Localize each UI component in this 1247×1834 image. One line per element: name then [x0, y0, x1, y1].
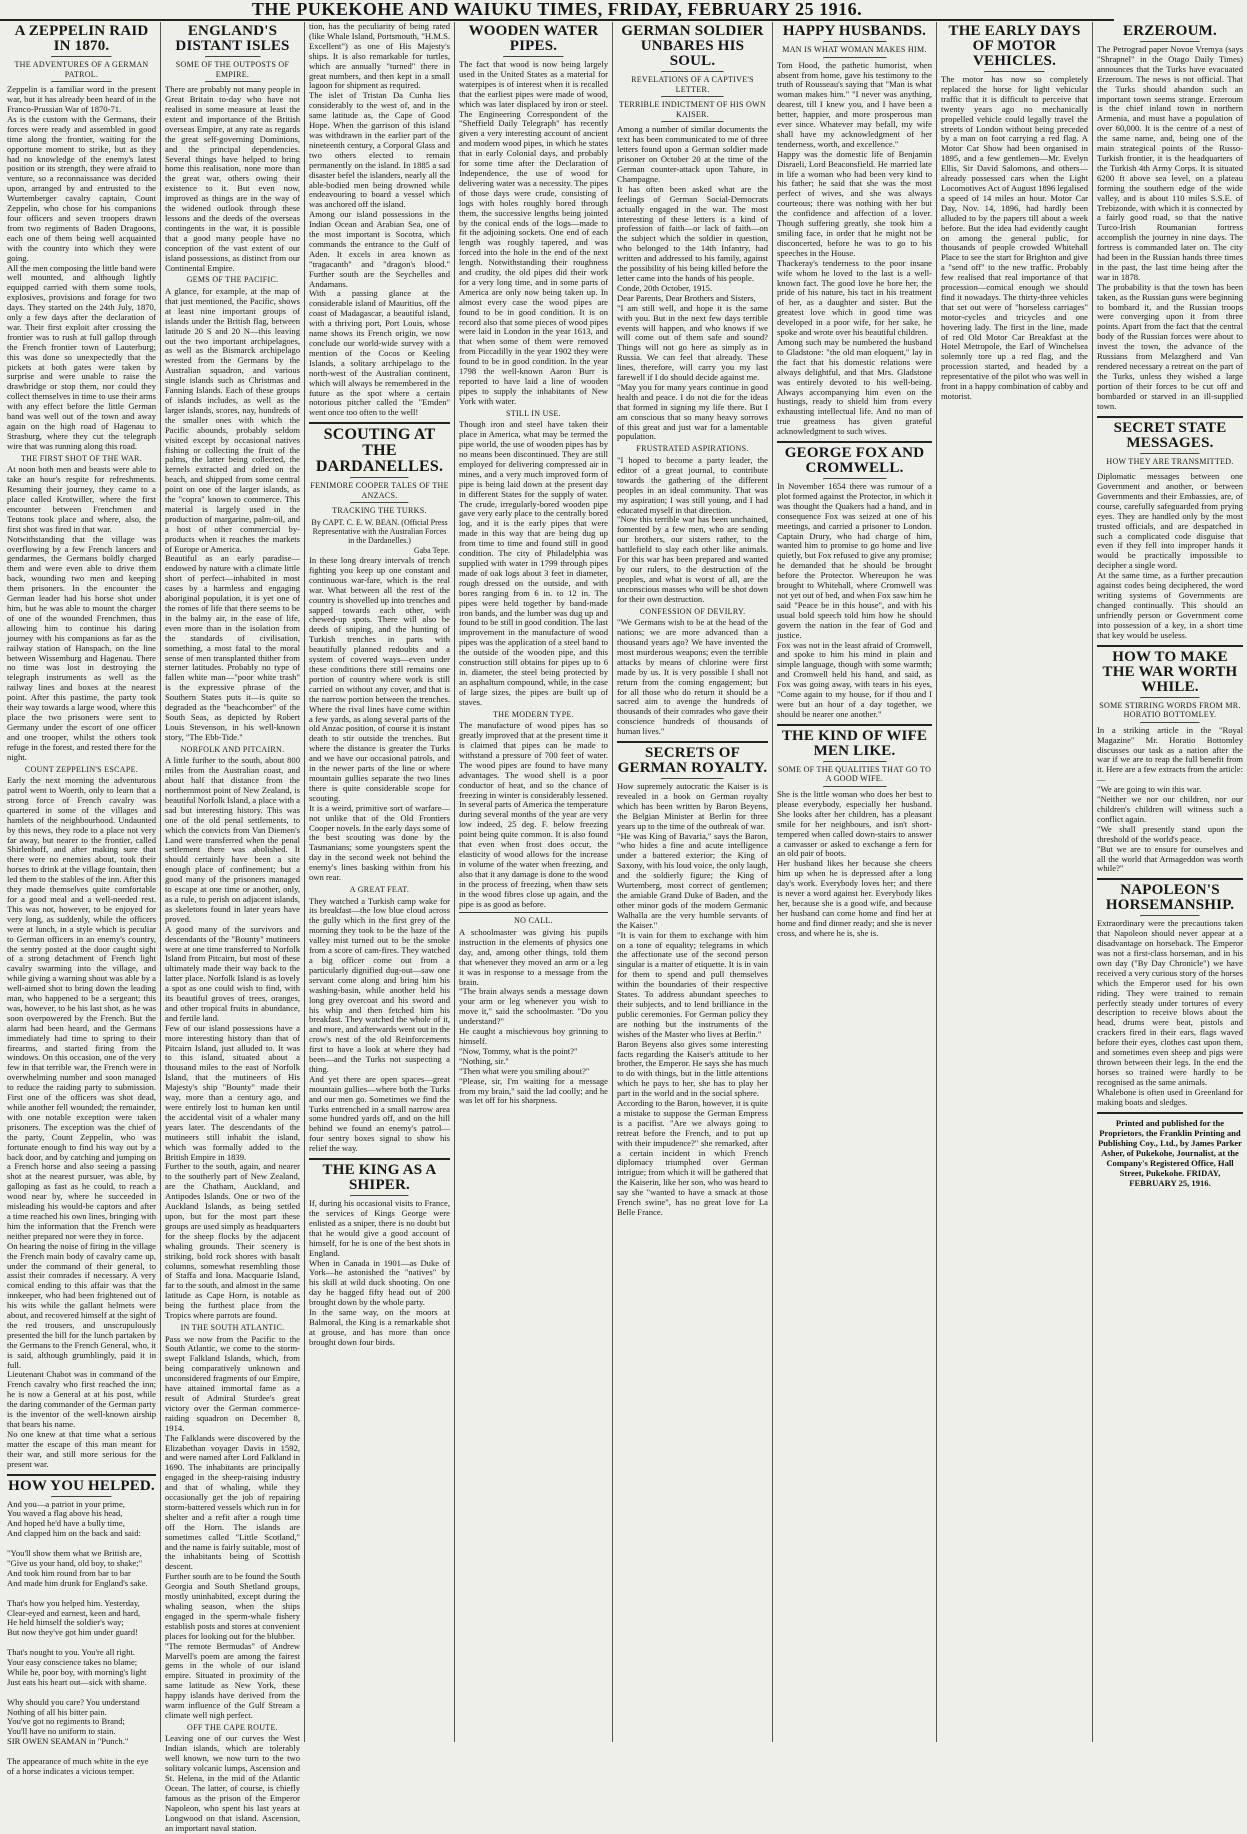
- tracking-heading: TRACKING THE TURKS.: [332, 506, 427, 516]
- column-7: [937, 22, 1093, 1742]
- atlantic-body: Pass we now from the Pacific to the South Atlantic, we come to the storm-swept Falkland Islands, which, from being comparatively unknown and unconsidered fragments of our Empire, have attained immortal fame as a result of Admiral Sturdee's great victory over the German commerce-raiding squadron on December 8, 1914. The Falklands were discovered by the Elizabethan voyager Davis in 1592, and were named after Lord Falkland in 1690. The inhabitants are principally engaged in the sheep-raising industry and that of whaling, while they occasionally get the job of repairing storm-battered vessels which run in for shelter and a refit after a rough time off the Horn. The islands are sometimes called "Little Scotland," and the name is fairly suitable, most of the inhabitants being of Scottish descent. Further south are to be found the South Georgia and South Shetland groups, mostly uninhabited, except during the whaling season, when the ships engaged in the sperm-whale fishery establish posts and stores at convenient places for looking out for the blubber. "The remote Bermudas" of Andrew Marvell's poem are among the fairest gems in the whole of our island empire. Situated in proximity of the same latitude as New York, these happy islands have derived from the warm influence of the Gulf Stream a climate well nigh perfect.: [165, 1333, 300, 1720]
- great-feat-heading: A GREAT FEAT.: [349, 884, 410, 894]
- norfolk-heading: NORFOLK AND PITCAIRN.: [180, 744, 285, 754]
- happy-husbands-body: Tom Hood, the pathetic humorist, when absent from home, gave his testimony to the truth of Rousseau's saying that "Man is what woman makes him." "I never was anything, dearest, till I knew you, and I have been a better, happier, and more prosperous man ever since. Whatever may befall, my wife shall have my acknowledgment of her tenderness, worth, and excellence." Happy was the domestic life of Benjamin Disraeli, Lord Beaconsfield. He married late in life a woman who had been very kind to his father; he said that she was the most perfect of wives, and she was always courteous; there was nothing with her but the confidence and affection of a lover. Though suffering greatly, she took him a smiling face, in order that he might not be disconcerted, before he was to go to his speeches in the House. Thackeray's tenderness to the poor insane wife whom he loved to the last is a well-known fact. The good love he bore her, the pride of his nature, his tact in his treatment of her, as a daughter and sister. But the greatest love which in good time was developed in a poor wife, for her sake, he spoke and wrote over his beautiful children. Among such may be numbered the husband to Gladstone: "the old man eloquent," lay in the fact that his domestic relations were always delightful, and that Mrs. Gladstone was entirely devoted to his well-being. Always accompanying him even on the hustings, ready to shield him from every exhausting intellectual life. And no man of true greatness has given grateful acknowledgment to such wives.: [777, 59, 932, 437]
- king-sniper-headline: THE KING AS A SHIPER.: [322, 1162, 437, 1194]
- column-6: [773, 22, 937, 1742]
- zeppelin-headline: A ZEPPELIN RAID IN 1870.: [14, 23, 149, 54]
- column-5: [613, 22, 773, 1742]
- frustrated-heading: FRUSTRATED ASPIRATIONS.: [636, 444, 749, 454]
- wife-body: She is the little woman who does her best to please everybody, especially her husband. She looks after her children, has a pleasant smile for her neighbours, and isn't short-tempered when called down-stairs to answer a canvasser or asked to exchange a fern for an old pair of boots. Her husband likes her because she cheers him up when he is depressed after a long day's work. Everybody loves her; and there is never a word against her. Everybody likes her, because she is a good wife, and because her husband can come home and find her at home and find dinner ready; and she is never cross, and where he is, she is.: [777, 788, 932, 938]
- column-1: [3, 22, 161, 1776]
- wife-headline: THE KIND OF WIFE MEN LIKE.: [781, 727, 928, 759]
- escape-body: Early the next morning the adventurous patrol went to Woerth, only to learn that a strong force of French cavalry was quartered in some of the villages and hamlets of the neighbourhood. Undaunted by this news, they rode to a place not very far away, but nearer to the frontier, called Shirlenhoff, and after making sure that there were no enemies about, took their horses to drink at the village fountain, then led them to the stables of the inn. After this they made themselves quite comfortable for a good meal and a well-needed rest. This was not, however, to be enjoyed for very long, as suddenly, while the officers were at lunch, in a style which is peculiar to German officers in an enemy's country, the sentry posted at the door caught sight of a strong detachment of French light cavalry swarming into the village, and while giving a warning shout was able by a well-aimed shot to bring down the leading man, who happened to be a sergeant; this was, however, to be his last shot, as he was soon overpowered by the French. But the alarm had been heard, and the Germans immediately had time to spring to their firearms, and started firing from the windows. On this occasion, one of the very few in that terrible war, the French were in overwhelming number and soon managed to reduce the raiding party to submission. First one of the officers was shot dead, while another fell wounded; the remainder, with one notable exception were taken prisoners. The exception was the chief of the party, Count Zeppelin, who was fortunate enough to find his way out by a back door, and by catching and jumping on a French horse and also seeing a passing shot at the nearest pursuer, was able, by galloping as fast as he could, to reach a wood near by, where he succeeded in misleading his would-be captors and after a time reached his own lines, bringing with him the information that the French were neither prepared nor were they in force. On hearing the noise of firing in the village the French main body of cavalry came up, under the command of their general, to assist their comrades if necessary. A very comical ending to this affair was that the innkeeper, who had been frightened out of his wits while the gallant helmets were about, and recovered himself at the sight of the red trousers, and unscrupulously presented the bill for the lunch partaken by the Germans to the French General, who, it is said, although grumblingly, paid it in full. Lieutenant Chabot was in command of the French cavalry who first reached the inn; he is now a General at at his post, while the daring commander of the German party is the inventor of the well-known airship that bears his name. No one knew at that time what a serious matter the escape of this man meant for their war, and still more serious for the present war.: [7, 775, 156, 1469]
- first-shot-body: At noon both men and beasts were able to take an hour's respite for refreshments. Resuming their journey, they came to a place called Krotwiller, where the first encounter between Frenchmen and Teutons took place and where, also, the first shot was fired in that war. Notwithstanding that the village was overflowing by a few French lancers and gendarmes, the Germans boldly charged them and were even able to drive them back, wounding two men and keeping them prisoners. In the encounter the German leader had his horse shot under him, but he was able to mount the charger of one of the wounded Frenchmen, thus allowing him to continue his daring journey with his companions as far as the railway station of Hanspach, on the line between Wissemburg and Hagenau. There no time was lost in destroying the telegraph instruments as well as the railway lines and boxes at the nearest point. After this pastime, the party took their way towards a large wood, where this place the two prisoners were sent to Germany under the escort of one officer and one trooper, whilst the others took refuge in the forest, and rested there for the night.: [7, 464, 156, 762]
- modern-type-heading: THE MODERN TYPE.: [493, 709, 574, 719]
- soldier-body: Among a number of similar documents the text has been communicated to me of three letters found upon a German soldier made prisoner on October 20 at the time of the German counter-attack upon Tahure, in Champagne. It has often been asked what are the feelings of German Social-Democrats actually engaged in the war. The most interesting of these letters is a kind of profession of faith—or lack of faith—on the subject which the soldier in question, who belonged to the 14th Infantry, had written and addressed to his family, against the possibility of his being killed before the letter came into the hands of his people. Conde, 20th October, 1915. Dear Parents, Dear Brothers and Sisters, "I am still well, and hope it is the same with you. But in the next few days terrible events will happen, and who knows if we will come out of them safe and sound? Things will not go here as simply as in Russia. We can feel that already. These lines, therefore, will carry you my last farewell if I do should decide against me. "May you for many years continue in good health and peace. I do not die for the ideas that formed in signing my life there. But I am conscious that so many heavy sorrows of this great and just war for a lamentable population.: [617, 124, 768, 442]
- pipes-headline: WOODEN WATER PIPES.: [468, 23, 599, 54]
- columns: [3, 21, 1243, 1833]
- byline: By CAPT. C. E. W. BEAN. (Official Press Representative with the Australian Forces in the Dardanelles.): [311, 518, 448, 546]
- confession-body: "We Germans wish to be at the head of the nations; we are more advanced than a thousand years ago? We have invented the most murderous weapons; even the terrible attacks by means of chlorine were first made by us. It is very possible I shall not return from the coming engagement; but for all those who do return it should be a sacred aim to avenge the hundreds of thousands of their comrades who gave their conscience hundreds of thousands of human lives.": [617, 617, 768, 737]
- napoleon-headline: NAPOLEON'S HORSEMANSHIP.: [1105, 882, 1235, 914]
- escape-heading: COUNT ZEPPELIN'S ESCAPE.: [24, 764, 139, 774]
- erzeroum-headline: ERZEROUM.: [1123, 23, 1217, 39]
- great-feat-body: They watched a Turkish camp wake for its breakfast—the low blue cloud across the gully which in the first grey of the morning they took to be the haze of the valley mist turned out to be the smoke from a score of cam-fires. They watched a big officer come out from a particularly dignified dug-out—saw one servant come along and bring him his washing-basin, while another held his long grey overcoat and his sword and his whip and then fetched him his breakfast. They watched the whole of it, and more, and afterwards went out in the crow's nest of the old Reinforcements first to have a look at where they had been—and the Turks not suspecting a thing. And yet there are open spaces—great mountain gullies—where both the Turks and our men go. Sometimes we find the Turks entrenched in a small narrow area some hundred yards off, and on the hill behind we found an enemy's patrol—four sentry boxes signal to show his relief the way.: [309, 895, 450, 1154]
- erzeroum-body: The Petrograd paper Novoe Vremya (says "Shrapnel" in the Otago Daily Times) announces that the Turks have evacuated Erzeroum. The news is not official. That the Turks should abandon such an important town seems strange. Erzeroum is the chief inland town in northern Armenia, and must have a population of over 60,000. It is the centre of a nest of the same name, and, being one of the main strategical points of the Russo-Turkish frontier, it is the headquarters of the Turkish 4th Army Corps. It is situated 6200 ft above sea level, on a plateau forming the southern edge of the wide valley, and is about 110 miles S.S.E. of Trebizonde, with which it is connected by a fairly good road, so that the native Turco-Irish Roumanian fortress accomplish the journey in nine days. The fortress is commanded later on. The city had been in the Russian hands three times in the past, the last time being after the war in 1878. The probability is that the town has been taken, as the Russian guns were beginning to bombard it, and the Russian troops were converging upon it from three points. Apart from the fact that the central body of the Russian forces were about to invest the town, the advance of the Russians from Melazgherd and Van rendered necessary a retreat on the part of the Turks, unless they wished a large portion of their forces to be cut off and bombarded or starved in an ill-supplied town.: [1097, 44, 1243, 411]
- wife-subheading: SOME OF THE QUALITIES THAT GO TO A GOOD WIFE.: [777, 764, 932, 784]
- royalty-headline: SECRETS OF GERMAN ROYALTY.: [617, 745, 768, 777]
- modern-type-body: The manufacture of wood pipes has so greatly improved that at the present time it is claimed that pipes can be made to withstand a pressure of 700 feet of water. The wood pipes are found to have many advantages. The wood shell is a poor conductor of heat, and so the chance of freezing in winter is considerably lessened. In several parts of America the temperature during several months of the year are very low indeed, 25 deg. F. below freezing point being quite common. It is also found that even when frost does occur, the elasticity of wood allows for the increase in volume of the water when freezing, and also that it any damage is done to the wood in the process of freezing, when thaw sets in the wood fibres close up again, and the pipe is as good as before.: [459, 720, 608, 909]
- soldier-headline: GERMAN SOLDIER UNBARES HIS SOUL.: [621, 23, 764, 69]
- soldier-subheading-2: TERRIBLE INDICTMENT OF HIS OWN KAISER.: [618, 100, 767, 119]
- atlantic-heading: IN THE SOUTH ATLANTIC.: [180, 1322, 285, 1332]
- gems-body: A glance, for example, at the map of that just mentioned, the Pacific, shows at least nine important groups of islands under the British flag, between latitude 20 S and 20 N—this leaving out the two important archipelagoes, as well as the Bismarck archipelago wrested from the Germans by the Australian squadron, and various single islands such as Christmas and Fanning Islands. Each of these groups of islands includes, as well as the larger islands, scores, nay, hundreds of the smaller ones with which the Pacific abounds, probably seldom visited except by occasional natives fishing or collecting the fruit of the palms, the latter being collected, the kernels extracted and dried on the beach, and shipped from some central point on one of the larger islands, as the "copra" known to commerce. This material is largely used in the production of margarine, palm-oil, and a host of other commercial by-products when it reaches the markets of Europe or America. Beautiful as an early paradise—endowed by nature with a climate little short of perfect—inhabited in most cases by a harmless and engaging aboriginal population, it is yet one of the romes of life that there seems to be in the balmy air, in the ease of life, even more than in the isolation from the standards of civilisation, something, a most fatal to the moral sense of men transplanted thither from sterner latitudes. Probably no type of fallen white man—"poor white trash" is the expressive phrase of the Southern States puts it—is quite so degraded as the "beachcomber" of the South Seas, as depicted by Robert Louis Stevenson, in his well-known story, "The Ebb-Tide.": [165, 286, 300, 742]
- war-worth-subheading: SOME STIRRING WORDS FROM MR. HORATIO BOTTOMLEY.: [1099, 700, 1241, 720]
- motor-headline: THE EARLY DAYS OF MOTOR VEHICLES.: [948, 23, 1081, 69]
- isles-headline: ENGLAND'S DISTANT ISLES: [175, 23, 290, 54]
- fox-cromwell-body: In November 1654 there was rumour of a plot formed against the Protector, in which it was thought the Quakers had a hand, and in consequence Fox was seized at one of his meetings, and carried a prisoner to London. Captain Drury, who had charge of him, wanted him to promise to go home and live quietly, but Fox refused to give any promise; he demanded that he should be brought before the Protector. Whereupon he was brought to Whitehall, where Cromwell was not yet out of bed, and when Fox saw him he said "Peace be in this house", and with his usual bold speech told him how he should govern the nation in the fear of God and justice. Fox was not in the least afraid of Cromwell, and spoke to him his mind in plain and simple language, though with some warmth; and Cromwell held his hand, and said, as Fox was going away, with tears in his eyes, "Come again to my house, for if thou and I were but an hour of a day together, we should be nearer one another.": [777, 481, 932, 719]
- fox-cromwell-headline: GEORGE FOX AND CROMWELL.: [784, 445, 925, 477]
- cape-body: Leaving one of our curves the West Indian islands, which are tolerably well known, we now turn to the two solitary volcanic lumps, Ascension and St. Helena, in the mid of the Atlantic Ocean. The latter, of course, is chiefly famous as the prison of the Emperor Napoleon, who spent his last years at Longwood on that island. Ascension, an important naval station.: [165, 1733, 300, 1833]
- isles-article-body: There are probably not many people in Great Britain to-day who have not realised in some measure at least the extent and importance of the British overseas Empire, at any rate as regards the great self-governing Dominions, and the principal dependencies. Several things have helped to bring home this realisation, none more than the great war, others owing their existence to it. But even now, improved as things are in the way of the widened outlook through these lessons and the deeds of the overseas contingents in the war, it is possible that a good many people have no conception of the vast extent of our island possessions, as distinct from our Continental Empire.: [165, 84, 300, 273]
- zeppelin-article-body: Zeppelin is a familiar word in the present war, but it has already been heard of in the Franco-Prussian War of 1870-71. As is the custom with the Germans, their forces were ready and assembled in good time along the frontier, waiting for the opportune moment to strike, but as they had no knowledge of the enemy's latest position or its strength, they were afraid to venture, so a reconnaissance was decided upon, arranged by and entrusted to the Wurtemberger cavalry captain, Count Zeppelin, who chose for his companions four officers and seven troopers drawn from two regiments of Baden Dragoons, each one of them being well acquainted with the country into which they were going. All the men composing the little band were well mounted, and although lightly equipped carried with them some tools, explosives, provisions and forage for two days. They started on the 24th July, 1870, only a few days after the declaration of war. Their first exploit after crossing the frontier was to rush at full gallop through the French frontier town of Lauterburg; this was done so unexpectedly that the pickets at both gates were taken by surprise and were unable to raise the drawbridge or stop them, nor could they collect themselves in time to use their arms with any effect before the little German band was well out of the town and away again on the high road of Hagenau to Strasburg, where they cut the telegraph wire that was running along this road.: [7, 84, 156, 451]
- secret-messages-body: Diplomatic messages between one Government and another, or between Governments and their Embassies, are, of course, carefully safeguarded from prying eyes. They are handled only by the most trusted officials, and are despatched in such a complicated code disguise that even if they fell into improper hands it would be practically impossible to decipher a single word. At the same time, as a further precaution against codes being deciphered, the word writing systems of Governments are changed continually. This should an unfriendly person or Government come into possession of a key, in a short time that key would be useless.: [1097, 471, 1243, 640]
- war-worth-headline: HOW TO MAKE THE WAR WORTH WHILE.: [1102, 648, 1238, 695]
- scouting-subheading: FENIMORE COOPER TALES OF THE ANZACS.: [310, 481, 449, 500]
- column-3: [305, 22, 455, 1742]
- happy-husbands-subheading: MAN IS WHAT WOMAN MAKES HIM.: [782, 45, 927, 54]
- war-worth-body: In a striking article in the "Royal Magazine" Mr. Horatio Bottomley discusses our task as a nation after the war if we are to reap the full benefit from it. Here are a few extracts from the article:— "We are going to win this war. "Neither we nor our children, nor our children's children will witness such a conflict again. "We shall presently stand upon the threshold of the world's peace. "But we are to ensure for ourselves and all the world that Armageddon was worth while?": [1097, 724, 1243, 874]
- column-2: [161, 22, 305, 1833]
- column-4: [455, 22, 613, 1742]
- masthead: THE PUKEKOHE AND WAIUKU TIMES, FRIDAY, FEBRUARY 25 1916.: [0, 0, 1114, 21]
- king-sniper-body: If, during his occasional visits to France, the services of Kings George were enlisted as a sniper, there is no doubt but that he would give a good account of himself, for he is one of the best shots in England. When in Canada in 1901—as Duke of York—he astonished the "natives" by his skill at wild duck shooting. On one day he bagged fifty head out of 200 brought down by the whole party. In the same way, on the moors at Balmoral, the King is a remarkable shot at grouse, and has more than once brought down four birds.: [309, 1198, 450, 1347]
- cape-heading: OFF THE CAPE ROUTE.: [187, 1722, 278, 1732]
- still-in-use-body: Though iron and steel have taken their place in America, what may be termed the pipe world, the use of wooden pipes has by no means been discontinued. They are still employed for delivering compressed air in mines, and a very much improved form of pipe is being laid down at the present day in different States for the supply of water. The crude, irregularly-bored wooden pipe gave very early place to the centrally bored log, and it is the early pipes that were made in this way that are being dug up from time to time and found still in good condition. The city of Philadelphia was supplied with water in 1799 through pipes made of oak logs about 3 feet in diameter, rough dressed on the outside, and with bores ranging from 6 in. to 12 in. The pipes were held together by band-made iron bands, and the lumber was dug up and found to be still in good condition. The last improvement in the manufacture of wood pipes was the application of a steel band to the outside of the wooden pipe, and this construction still obtains for pipes up to 6 in. diameter, the steel being protected by an asphaltum compound, while, in the case of large sizes, the pipes are built up of staves.: [459, 419, 608, 707]
- napoleon-body: Extraordinary were the precautions taken that Napoleon should never appear at a disadvantage on horseback. The Emperor was not a first-class horseman, and in his own day ("By Day Chronicle") we have received a very curious story of the horses which the Emperor used for his own riding. They were trained to remain perfectly steady under tortures of every description to receive blows about the head, drums were beat, pistols and crackers fired in their ears, flags waved before their eyes, clothes cast upon them, and sometimes even sheep and pigs were thrown between their legs. In the end the horses so trained were hardly to be recognised as the same animals. Whalebone is often used in Greenland for making boats and sledges.: [1097, 918, 1243, 1107]
- pitcairn-body: Few of our island possessions have a more interesting history than that of Pitcairn Island, just alluded to. It was to this island, situated about a thousand miles to the east of Norfolk Island, that the mutineers of His Majesty's ship "Bounty" made their way, more than a century ago, and were entirely lost to human ken until the accidental visit of a whaler many years later. The descendants of the mutineers still inhabit the island, which was formally added to the British Empire in 1839. Further to the south, again, and nearer to the southerly part of New Zealand, are the Chatham, Auckland, and Antipodes Islands. One or two of the Auckland Islands, as being settled upon, but for the most part these groups are used simply as headquarters for the sheep flocks by the adjacent whaling grounds. Their scenery is striking, bold rock shores with basalt columns, somewhat resembling those of Staffa and Iona. Macquarie Island, far to the south, and almost in the same latitude as Cape Horn, is notable as being the furthest place from the Tropics where parrots are found.: [165, 1022, 300, 1321]
- first-shot-heading: THE FIRST SHOT OF THE WAR.: [20, 453, 142, 463]
- how-you-helped-headline: HOW YOU HELPED.: [8, 1477, 155, 1494]
- soldier-subheading: REVELATIONS OF A CAPTIVE'S LETTER.: [631, 75, 754, 94]
- norfolk-body: A little further to the south, about 800 miles from the Australian coast, and about half that distance from the northernmost point of New Zealand, is beautiful Norfolk Island, a place with a sad but interesting history. This was one of the old penal settlements, to which the convicts from Van Diemen's Land were transferred when the penal settlement there was abolished. It should certainly have been a site enough place of confinement; but a good many of the prisoners managed to escape at one time or another, only, as a rule, to perish on adjacent islands, as skeletons found in later years have proved. A good many of the survivors and descendants of the "Bounty" mutineers were at one time transferred to Norfolk Island from Pitcairn, but most of these ultimately made their way back to the latter place. Norfolk Island is as lovely a spot as one could wish to find, with its beautiful groves of trees, oranges, and other tropical fruits in abundance, and fertile land.: [165, 755, 300, 1023]
- imprint: Printed and published for the Proprietors, the Franklin Printing and Publishing Coy., Ltd., by James Parker Asher, of Pukekohe, Journalist, at the Company's Registered Office, Hall Street, Pukekohe. FRIDAY, FEBRUARY 25, 1916.: [1097, 1112, 1243, 1188]
- secret-messages-subheading: HOW THEY ARE TRANSMITTED.: [1106, 456, 1234, 466]
- no-call-body: A schoolmaster was giving his pupils instruction in the elements of physics one day, and, among other things, told them that whenever they moved an arm or a leg it was in response to a message from the brain. "The brain always sends a message down your arm or leg whenever you wish to move it," said the schoolmaster. "Do you understand?" He caught a mischievous boy grinning to himself. "Now, Tommy, what is the point?" "Nothing, sir." "Then what were you smiling about?" "Please, sir, I'm waiting for a message from my brain," said the lad coolly; and he was let off for his sharpness.: [459, 927, 608, 1106]
- royalty-body: How supremely autocratic the Kaiser is is revealed in a book on German royalty which has been written by Baron Beyens, the Belgian Minister at Berlin for three years up to the time of the outbreak of war. "He was King of Bavaria," says the Baron, "who hides a fine and acute intelligence under a battered exterior; the King of Saxony, with his loud voice, the only laugh, and the soldierly figure; the King of Wurtemberg, most correct of gentlemen; the amiable Grand Duke of Baden, and the other minor gods of the modern Germanic Walhalla are the very humble servants of the Kaiser." "It is vain for them to exchange with him on a tone of equality; telegrams in which the affectionate use of the second person singular is a matter of etiquette. It is in vain for them to spend and pull themselves within the boundaries of their respective States. To address abundant speeches to their subjects, and to lend brilliance in the public ceremonies. For German policy they are nothing but the instruments of the wishes of the Master who lives at Berlin." Baron Beyens also gives some interesting facts regarding the Kaiser's attitude to her brother, the Emperor. He says she has much to do with things, but in the little attentions which he pays to her, she has to play her part in the world and in the social sphere. According to the Baron, however, it is quite a mistake to suppose the German Empress is a pacifist. "Are we always going to retreat before the French, and to put up with their impudence?" she remarked, after a certain incident in which French diplomacy triumphed over German intrigue; from which it will be gathered that the Kaiserin, like her son, who was heard to say she "wanted to have a smack at those French swine", has no great love for La Belle France.: [617, 781, 768, 1217]
- pipes-body: The fact that wood is now being largely used in the United States as a material for waterpipes is of interest when it is recalled that the earliest pipes were made of wood, which was later displaced by iron or steel. The Engineering Correspondent of the "Sheffield Daily Telegraph" has recently given a very interesting account of ancient and modern wood pipes, in which he states that in early Colonial days, and probably for some time after the Declaration of Independence, the use of wood for delivering water was a necessity. The pipes of those days were crude, consisting of logs with holes roughly bored through them, the successive lengths being jointed by the conical ends of the logs—made to fit the adjoining sockets. One end of each length was roughly tapered, and was forced into the hole in the end of the next length. Notwithstanding their roughness and crudity, the old pipes did their work for a very long time, and in some parts of America are only now being taken up. In almost every case the wood pipes are found to be in good condition. It is on record also that some pieces of wood pipes were laid in London in the year 1613, and that when some of them were removed from Piccadilly in the year 1902 they were found to be in good condition. In the year 1798 the well-known Aaron Burr is reported to have laid a line of wooden pipes to supply the inhabitants of New York with water.: [459, 59, 608, 406]
- dateline: Gaba Tepe.: [413, 546, 450, 556]
- scouting-headline: SCOUTING AT THE DARDANELLES.: [315, 426, 444, 476]
- gems-heading: GEMS OF THE PACIFIC.: [186, 275, 279, 285]
- column-8: [1093, 22, 1247, 1742]
- isles-continued-body: tion, has the peculiarity of being rated (like Whale Island, Portsmouth, "H.M.S. Excellent") as one of His Majesty's ships. It is also remarkable for turtles, which are annually "turned" there in great numbers, and then kept in a small lagoon for shipment as required. The islet of Tristan Da Cunha lies considerably to the west of, and in the same latitude as, the Cape of Good Hope. When the garrison of this island was withdrawn in the earlier part of the nineteenth century, a Corporal Glass and two others elected to remain permanently on the island. In 1885 a sad disaster befel the islanders, nearly all the able-bodied men being drowned while endeavouring to board a vessel which was anchored off the island. Among our island possessions in the Indian Ocean and Arabian Sea, one of the most important is Socotra, which commands the entrance to the Gulf of Aden. It excels in area known as "tragacanth" and "dragon's blood." Further south are the Seychelles and Andamans. With a passing glance at the considerable island of Mauritius, off the coast of Madagascar, a beautiful island, with a thriving port, Port Louis, whose name shows its French origin, we now conclude our world-wide survey with a mention of the Cocos or Keeling Islands, a solitary archipelago to the north-west of the Australian continent, which will always be remembered in the future as the spot where a certain notorious pitcher called the "Emden" went once too often to the well!: [309, 21, 450, 418]
- motor-body: The motor has now so completely replaced the horse for light vehicular traffic that it is difficult to perceive that twenty years ago no mechanically propelled vehicle could legally travel the streets of London without being preceded by a man on foot carrying a red flag. A Motor Car Show had been organised in 1895, and a few gentlemen—Mr. Evelyn Ellis, Sir David Salomons, and others—already possessed cars when the Light Locomotives Act of August 1896 legalised a speed of 14 miles an hour. Motor Car Day, Nov. 14, 1896, had hardly been alluded to by the papers till about a week before. But the idea had evidently caught on among the general public, for thousands of people crowded Whitehall Place to see the start for Brighton and give a "send off" to the new traffic. Probably few realised that real importance of that procession—comical enough we should find it nowadays. The thirty-three vehicles that set out were of "horseless carriages" motor-cycles and tricycles and one hovering lady. The first in the line, made of red Old Motor Car Breakfast at the Hotel Metropole, the Earl of Winchelsea solemnly tore up a red flag, and the procession started, and headed by a representative of the pilot who was well in front in a happy combination of cabby and motorist.: [941, 74, 1088, 401]
- zeppelin-subheading: THE ADVENTURES OF A GERMAN PATROL.: [14, 60, 149, 79]
- secret-messages-headline: SECRET STATE MESSAGES.: [1113, 419, 1227, 451]
- still-in-use-heading: STILL IN USE.: [506, 408, 561, 418]
- scouting-body: In these long dreary intervals of trench fighting you keep up one constant and continuous war-fare, which is the real war. What between all the rest of the country is shovelled up into trenches and sapped towards each other, with chewed-up spots. There will also be deeds of sniping, and the hunting of Turkish trenches in parts with beautifully planned redoubts and a system of covered ways—even under these conditions there still remains one portion of country where work is still carried on without any cover, and that is the narrow portion between the trenches. Where the rival lines have come within a few yards, as along several parts of the old Anzac position, of course it is instant death to stir outside the trenches. But where the distance is greater the Turks and we have our occasional patrols, and in the newer parts of the line or where mountain gullies separate the two lines there is quite considerable scope for scouting. It is a weird, primitive sort of warfare—not unlike that of the Old Frontiers Cooper novels. In the early days some of the best scouting was done by the Tasmanians; some youngsters spent the day in the second week not behind the enemy's lines basking within from his own rear.: [309, 555, 450, 883]
- frustrated-body: "I hoped to become a party leader, the editor of a great journal, to contribute towards the gathering of the different peoples in an ideal community. That was my aspiration; I was still young, and I had educated myself in that direction. "Now this terrible war has been unchained, fomented by a few men, who are sending our brothers, our sisters rather, to the battlefield to slay each other like animals. For this war has been prepared and wanted by our rulers, to the destruction of the peoples, and what is worst of all, are the unconscious masses who will be shot down for their own destruction.: [617, 454, 768, 604]
- confession-heading: CONFESSION OF DEVILRY.: [639, 606, 746, 616]
- how-you-helped-poem: And you—a patriot in your prime, You waved a flag above his head, And hoped he'd have a bully time, And clapped him on the back and said: "You'll show them what we British are, "Give us your hand, old boy, to shake;" And took him round from bar to bar And made him drunk for England's sake. That's how you helped him. Yesterday, Clear-eyed and earnest, keen and hard, He held himself the soldier's way; But now they've got him under guard! That's nought to you. You're all right. Your easy conscience takes no blame; While he, poor boy, with morning's light Just eats his heart out—sick with shame. Why should you care? You understand Nothing of all his bitter pain. You've got no regiments to Brand; You'll have no uniform to stain. SIR OWEN SEAMAN in "Punch." The appearance of much white in the eye of a horse indicates a vicious temper.: [7, 1498, 149, 1776]
- isles-subheading: SOME OF THE OUTPOSTS OF EMPIRE.: [175, 60, 290, 79]
- no-call-heading: NO CALL.: [514, 916, 553, 926]
- happy-husbands-headline: HAPPY HUSBANDS.: [782, 23, 927, 39]
